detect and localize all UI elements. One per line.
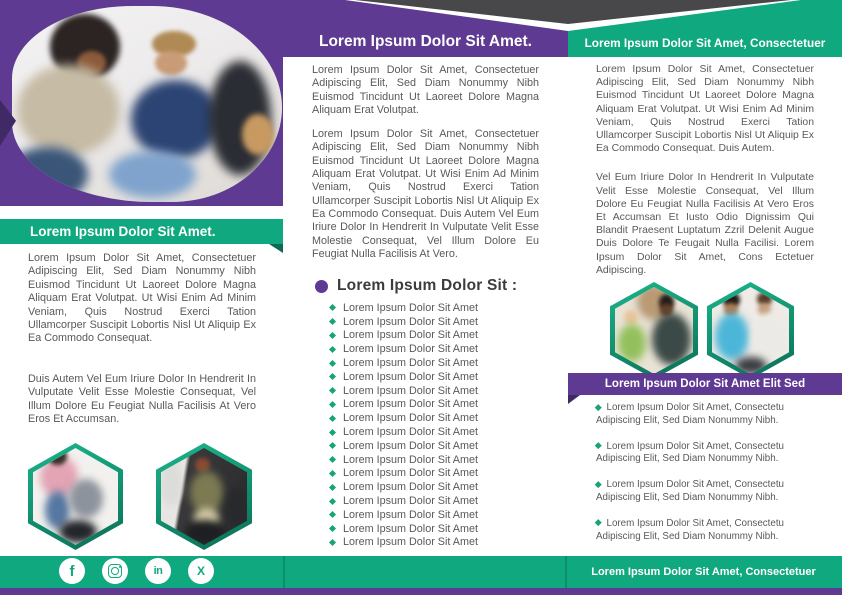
hex-photo-woman-in-kitchen [156,443,252,550]
diamond-bullet-icon [329,415,336,422]
list-item: Lorem Ipsum Dolor Sit Amet [330,522,540,536]
diamond-bullet-icon [329,429,336,436]
diamond-bullet-icon [329,511,336,518]
left-paragraph-1: Lorem Ipsum Dolor Sit Amet, Consectetuer Adipiscing Elit, Sed Diam Nonummy Nibh Euismod Tincidunt Ut Laoreet Dolore Magna Aliquam Erat Volutpat. Ut Wisi Enim Ad Minim Veniam, Quis Nostrud Exerci Tation Ullamcorper Suscipit Lobortis Nisl Ut Aliquip Ex Ea Commodo Consequat. [28,252,256,345]
middle-paragraph-1: Lorem Ipsum Dolor Sit Amet, Consectetuer Adipiscing Elit, Sed Diam Nonummy Nibh Euismod Tincidunt Ut Laoreet Dolore Magna Aliquam Erat Volutpat. [312,64,539,116]
middle-list-heading [315,277,517,295]
right-paragraphs [596,63,814,277]
diamond-bullet-icon [595,404,601,410]
diamond-bullet-icon [595,519,601,525]
list-item: Lorem Ipsum Dolor Sit Amet [330,453,540,467]
middle-paragraphs [312,64,539,261]
list-item: Lorem Ipsum Dolor Sit Amet [330,301,540,315]
footer-fold-line-1 [283,556,285,588]
middle-bullet-list [330,301,540,549]
list-item: Lorem Ipsum Dolor Sit Amet [330,329,540,343]
linkedin-icon: in [153,565,163,577]
list-item: Lorem Ipsum Dolor Sit Amet [330,356,540,370]
diamond-bullet-icon [329,387,336,394]
list-item: Lorem Ipsum Dolor Sit Amet [330,508,540,522]
diamond-bullet-icon [329,525,336,532]
diamond-bullet-icon [595,481,601,487]
social-instagram[interactable] [102,558,128,584]
diamond-bullet-icon [329,442,336,449]
social-facebook[interactable] [59,558,85,584]
diamond-bullet-icon [595,442,601,448]
middle-paragraph-2: Lorem Ipsum Dolor Sit Amet, Consectetuer Adipiscing Elit, Sed Diam Nonummy Nibh Euismod Tincidunt Ut Laoreet Dolore Magna Aliquam Erat Volutpat. Ut Wisi Enim Ad Minim Veniam, Quis Nostrud Exerci Tation Ullamcorper Suscipit Lobortis Nisl Ut Aliquip Ex Ea Commodo Consequat. Duis Autem Vel Eum Iriure Dolor In Hendrerit In Vulputate Velit Esse Molestie Consequat, Vel Illum Dolore Eu Feugiat Nulla Facilisis At Vero. [312,128,539,260]
left-paragraphs [28,252,256,426]
x-icon: X [196,564,205,578]
bullet-item: Lorem Ipsum Dolor Sit Amet, Consectetu Adipiscing Elit, Sed Diam Nonummy Nibh. [596,517,785,542]
bullet-item: Lorem Ipsum Dolor Sit Amet, Consectetu Adipiscing Elit, Sed Diam Nonummy Nibh. [596,479,785,503]
diamond-bullet-icon [329,401,336,408]
right-paragraph-2: Vel Eum Iriure Dolor In Hendrerit In Vulputate Velit Esse Molestie Consequat, Vel Illum Dolore Eu Feugiat Nulla Facilisis At Vero Eros Et Accumsan Et Iusto Odio Dignissim Qui Blandit Praesent Luptatum Zzril Delenit Augue Duis Dolore Te Feugait Nulla Facilisi. Lorem Ipsum Dolor Sit Amet, Cons Ectetuer Adipiscing. [596,172,814,276]
list-item: Lorem Ipsum Dolor Sit Amet [330,342,540,356]
hex-photo-boy-with-caregiver [707,282,794,379]
diamond-bullet-icon [329,484,336,491]
middle-panel-title: Lorem Ipsum Dolor Sit Amet. [318,33,532,50]
list-item: Lorem Ipsum Dolor Sit Amet [330,536,540,550]
list-item: Lorem Ipsum Dolor Sit Amet [330,315,540,329]
diamond-bullet-icon [329,498,336,505]
left-band-fold [269,244,283,253]
diamond-bullet-icon [329,346,336,353]
right-bullet-list [596,402,816,556]
bottom-purple-strip [0,588,842,595]
right-paragraph-1: Lorem Ipsum Dolor Sit Amet, Consectetuer Adipiscing Elit, Sed Diam Nonummy Nibh Euismod Tincidunt Ut Laoreet Dolore Magna Aliquam Erat Volutpat. Ut Wisi Enim Ad Minim Veniam, Quis Nostrud Exerci Tation Ullamcorper Suscipit Lobortis Nisl Ut Aliquip Ex Ea Commodo Consequat. Duis Autem. [596,64,814,155]
left-paragraph-2: Duis Autem Vel Eum Iriure Dolor In Hendrerit In Vulputate Velit Esse Molestie Consequat, Vel Illum Dolore Eu Feugiat Nulla Facilisis At Vero Eros Et Accumsan. [28,372,256,426]
hex-photo-teacher-with-boy [610,282,698,379]
list-item: Lorem Ipsum Dolor Sit Amet [330,411,540,425]
footer-note: Lorem Ipsum Dolor Sit Amet, Consectetuer [591,566,816,578]
list-item: Lorem Ipsum Dolor Sit Amet [330,398,540,412]
left-section-title: Lorem Ipsum Dolor Sit Amet. [0,219,283,244]
diamond-bullet-icon [329,332,336,339]
facebook-icon: f [69,562,75,580]
right-panel-title: Lorem Ipsum Dolor Sit Amet, Consectetuer [584,36,826,50]
list-item: Lorem Ipsum Dolor Sit Amet [330,370,540,384]
diamond-bullet-icon [329,360,336,367]
diamond-bullet-icon [329,373,336,380]
purple-dot-icon [315,280,328,293]
diamond-bullet-icon [329,470,336,477]
middle-list-heading-label: Lorem Ipsum Dolor Sit : [337,277,518,294]
photo-caregiver-with-boy-in-wheelchair [12,6,282,202]
list-item: Lorem Ipsum Dolor Sit Amet [330,439,540,453]
instagram-icon [108,564,122,578]
diamond-bullet-icon [329,539,336,546]
social-x[interactable] [188,558,214,584]
social-icons [59,558,214,584]
bullet-item: Lorem Ipsum Dolor Sit Amet, Consectetu Adipiscing Elit, Sed Diam Nonummy Nibh. [596,402,785,426]
diamond-bullet-icon [329,304,336,311]
diamond-bullet-icon [329,456,336,463]
bullet-item: Lorem Ipsum Dolor Sit Amet, Consectetu Adipiscing Elit, Sed Diam Nonummy Nibh. [596,440,785,465]
list-item: Lorem Ipsum Dolor Sit Amet [330,384,540,398]
list-item: Lorem Ipsum Dolor Sit Amet [330,467,540,481]
right-band-fold [568,395,580,404]
social-linkedin[interactable] [145,558,171,584]
right-band-title: Lorem Ipsum Dolor Sit Amet Elit Sed [568,373,842,395]
list-item: Lorem Ipsum Dolor Sit Amet [330,480,540,494]
hex-photo-mother-pushing-boy [28,443,123,550]
list-item: Lorem Ipsum Dolor Sit Amet [330,494,540,508]
list-item: Lorem Ipsum Dolor Sit Amet [330,425,540,439]
diamond-bullet-icon [329,318,336,325]
